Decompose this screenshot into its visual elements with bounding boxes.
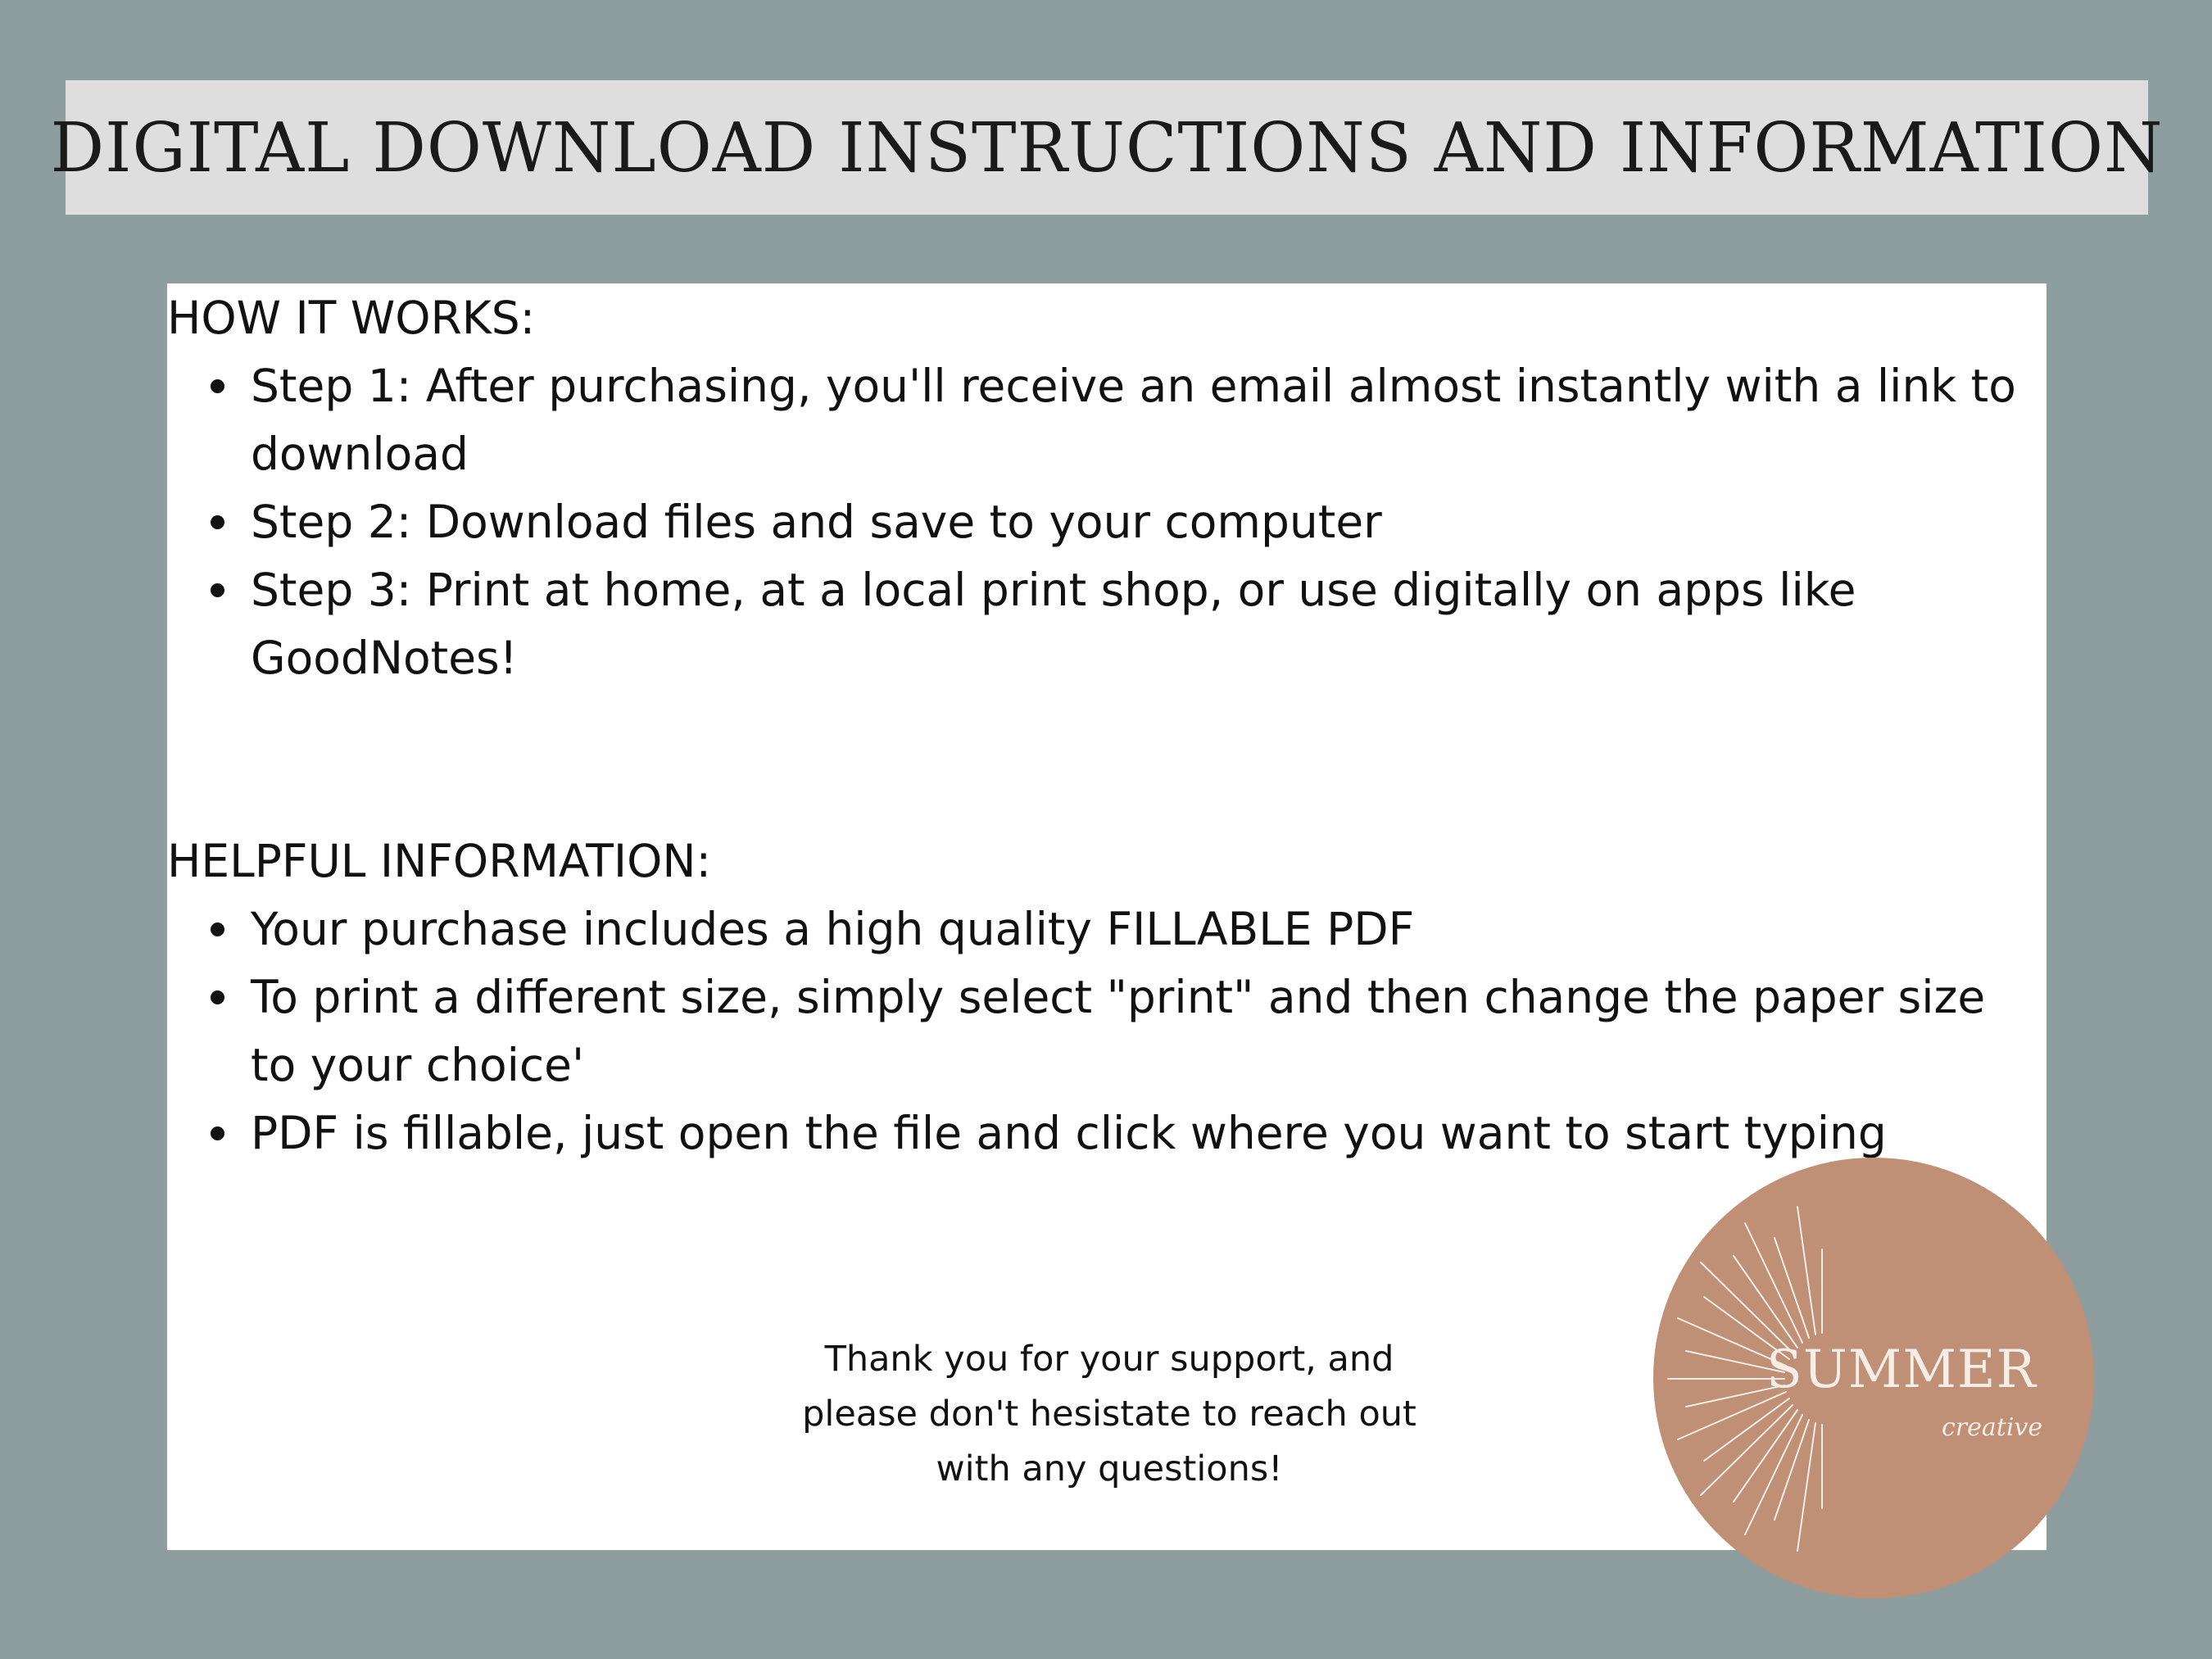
title-banner bbox=[50, 80, 2164, 215]
bullet-icon bbox=[211, 515, 224, 529]
list-item-text: Your purchase includes a high quality FILLABLE PDF bbox=[251, 903, 1415, 955]
list-item bbox=[167, 488, 2020, 556]
list-item-text: Step 2: Download files and save to your computer bbox=[251, 496, 1382, 548]
bullet-icon bbox=[211, 379, 224, 393]
thank-you-note bbox=[741, 1332, 1478, 1497]
thank-you-line: with any questions! bbox=[936, 1448, 1283, 1489]
list-item bbox=[167, 352, 2020, 488]
list-item bbox=[167, 963, 2020, 1099]
brand-logo bbox=[1653, 1158, 2094, 1598]
bullet-icon bbox=[211, 1126, 224, 1140]
helpful-information-list bbox=[167, 895, 2051, 1167]
list-item bbox=[167, 895, 2020, 963]
how-it-works-heading: HOW IT WORKS: bbox=[167, 292, 536, 344]
logo-wordmark: SUMMER bbox=[1766, 1339, 2037, 1400]
thank-you-line: please don't hesistate to reach out bbox=[802, 1394, 1416, 1435]
logo-tagline: creative bbox=[1942, 1413, 2043, 1442]
list-item-text: Step 3: Print at home, at a local print shop, or use digitally on apps like GoodNotes! bbox=[251, 564, 1856, 684]
list-item-text: Step 1: After purchasing, you'll receive an email almost instantly with a link to download bbox=[251, 360, 2016, 480]
how-it-works-list bbox=[167, 352, 2051, 692]
thank-you-line: Thank you for your support, and bbox=[824, 1339, 1394, 1380]
bullet-icon bbox=[211, 990, 224, 1004]
list-item-text: To print a different size, simply select "print" and then change the paper size to your choice' bbox=[251, 971, 1986, 1091]
bullet-icon bbox=[211, 583, 224, 597]
helpful-information-heading: HELPFUL INFORMATION: bbox=[167, 835, 712, 887]
list-item-text: PDF is fillable, just open the file and click where you want to start typing bbox=[251, 1107, 1887, 1159]
bullet-icon bbox=[211, 922, 224, 936]
list-item bbox=[167, 556, 2020, 692]
page-title: DIGITAL DOWNLOAD INSTRUCTIONS AND INFORMATION bbox=[50, 107, 2164, 188]
